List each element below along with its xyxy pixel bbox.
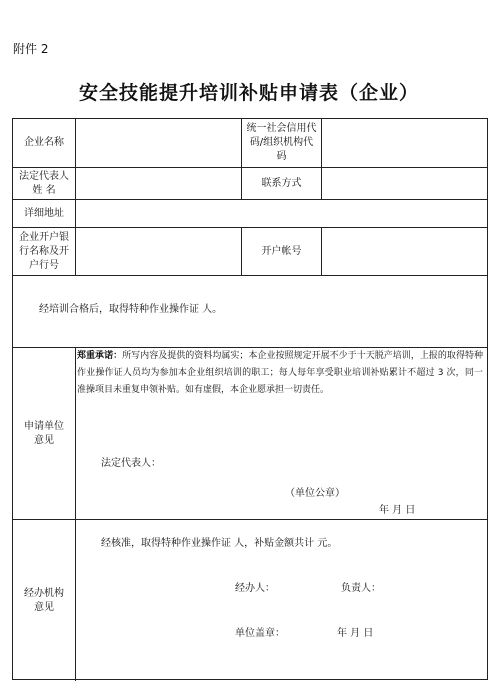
col-divider	[75, 119, 76, 275]
form-title: 安全技能提升培训补贴申请表（企业）	[78, 82, 419, 104]
handler-label: 经办人：	[235, 583, 275, 594]
applicant-unit-label: 申请单位意见	[24, 420, 64, 446]
col-divider	[75, 347, 76, 681]
unit-seal-label: （单位公章）	[285, 488, 345, 499]
row-divider	[13, 519, 487, 520]
date-line-2: 年 月 日	[337, 628, 374, 639]
address-label: 详细地址	[24, 207, 64, 219]
enterprise-name-label: 企业名称	[24, 137, 64, 148]
training-result-text: 经培训合格后，取得特种作业操作证 人。	[39, 304, 223, 315]
col-divider	[321, 119, 322, 199]
responsible-label: 负责人：	[341, 583, 381, 594]
row-divider	[13, 275, 487, 276]
unit-stamp-label: 单位盖章：	[235, 628, 285, 639]
credit-code-label: 统一社会信用代码/组织机构代码	[246, 123, 317, 162]
verification-text: 经核准，取得特种作业操作证 人，补贴金额共计 元。	[101, 538, 338, 549]
pledge-statement	[77, 348, 483, 399]
agency-opinion-label: 经办机构意见	[24, 587, 64, 613]
account-label: 开户帐号	[261, 245, 302, 257]
bank-label: 企业开户银行名称及开户行号	[19, 231, 69, 271]
legal-rep-label: 法定代表人姓 名	[19, 170, 69, 196]
legal-rep-signature-label: 法定代表人：	[101, 458, 161, 469]
application-form-table	[12, 118, 488, 680]
pledge-heading: 郑重承诺：	[77, 351, 123, 361]
contact-label: 联系方式	[261, 177, 302, 189]
row-divider	[13, 199, 487, 200]
pledge-body: 所写内容及提供的资料均属实；本企业按照规定开展不少于十天脱产培训，上报的取得特种作业操作证人员均为参加本企业组织培训的职工；每人每年享受职业培训补贴累计不超过 3 次，同一准操项目未重复申领补贴。如有虚假，本企业愿承担一切责任。	[77, 351, 483, 395]
col-divider	[321, 227, 322, 275]
attachment-label: 附件 2	[13, 42, 49, 56]
date-line-1: 年 月 日	[379, 505, 416, 516]
